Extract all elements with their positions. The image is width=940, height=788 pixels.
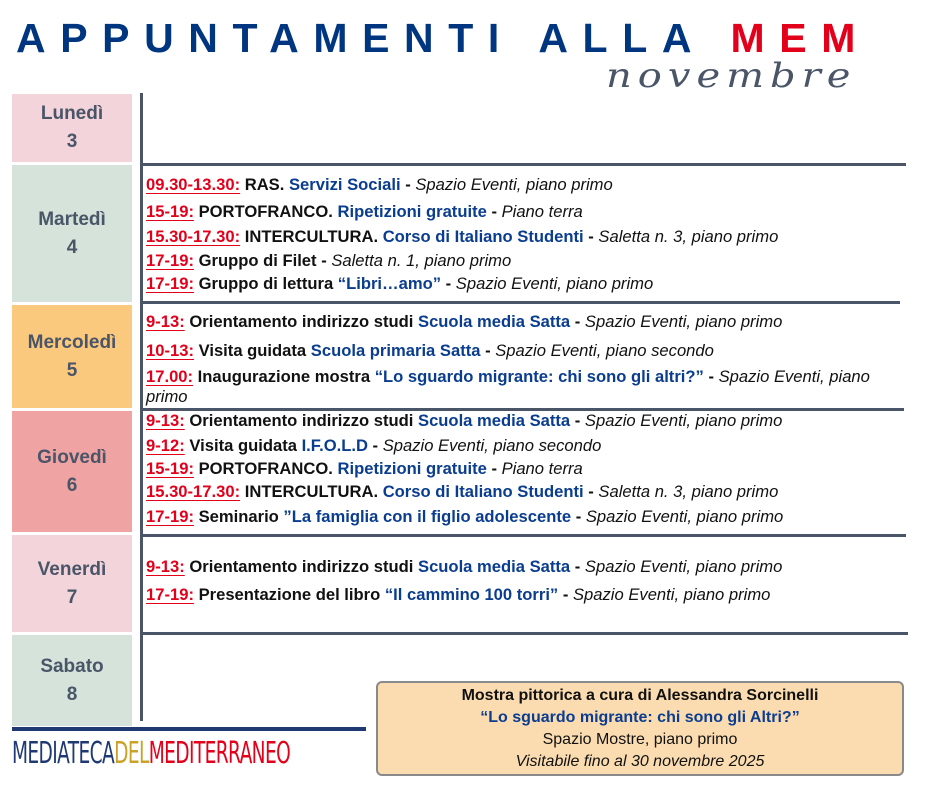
day-number: 8 xyxy=(66,683,78,705)
logo-part-mediateca: MEDIATECA xyxy=(12,736,115,771)
event-separator: - xyxy=(441,274,456,293)
event-separator: - xyxy=(480,341,496,360)
event-highlight: Scuola media Satta xyxy=(418,557,571,576)
event-item xyxy=(146,409,906,433)
event-highlight: “Libri…amo” xyxy=(337,274,442,293)
event-highlight: Corso di Italiano Studenti xyxy=(382,227,584,246)
event-highlight: ”La famiglia con il figlio adolescente xyxy=(283,507,572,526)
vertical-divider xyxy=(140,93,143,721)
event-title: Orientamento indirizzo studi xyxy=(184,557,418,576)
event-separator: - xyxy=(703,367,719,386)
day-name: Martedì xyxy=(38,208,106,230)
event-item xyxy=(146,583,906,607)
event-highlight: Scuola primaria Satta xyxy=(310,341,481,360)
event-item xyxy=(146,505,906,529)
month-label: novembre xyxy=(606,56,857,96)
event-item xyxy=(146,200,906,224)
event-item xyxy=(146,457,906,481)
event-separator: - xyxy=(583,482,599,501)
event-time: 9-13: xyxy=(146,411,185,430)
day-cell-lunedi xyxy=(12,94,132,162)
event-separator: - xyxy=(367,436,383,455)
event-separator: - xyxy=(400,175,416,194)
event-title: PORTOFRANCO. xyxy=(193,202,338,221)
event-highlight: Servizi Sociali xyxy=(288,175,401,194)
row-divider xyxy=(142,534,906,537)
day-number: 5 xyxy=(66,359,78,381)
day-cell-sabato xyxy=(12,635,132,726)
exhibition-curator: Mostra pittorica a cura di Alessandra Sorcinelli xyxy=(461,687,819,704)
day-cell-venerdi xyxy=(12,535,132,632)
event-highlight: Corso di Italiano Studenti xyxy=(382,482,584,501)
day-number: 4 xyxy=(66,236,78,258)
event-item xyxy=(146,173,906,197)
event-title: Gruppo di lettura xyxy=(193,274,338,293)
event-time: 17-19: xyxy=(146,507,194,526)
event-separator: - xyxy=(486,202,502,221)
event-highlight: Scuola media Satta xyxy=(418,411,571,430)
day-name: Lunedì xyxy=(40,103,104,124)
event-time: 17-19: xyxy=(146,274,194,293)
day-number: 3 xyxy=(66,131,78,152)
event-separator: - xyxy=(316,251,332,270)
title-accent: MEM xyxy=(730,15,870,61)
event-title: INTERCULTURA. xyxy=(240,227,383,246)
event-location: Spazio Eventi, piano primo xyxy=(415,175,613,194)
event-time: 15-19: xyxy=(146,202,194,221)
event-highlight: I.F.O.L.D xyxy=(301,436,368,455)
logo-part-del: DEL xyxy=(114,736,149,771)
event-location: Piano terra xyxy=(501,202,583,221)
event-time: 9-13: xyxy=(146,312,185,331)
logo-part-mediterraneo: MEDITERRANEO xyxy=(148,736,291,771)
event-location: Saletta n. 1, piano primo xyxy=(331,251,512,270)
event-item xyxy=(146,434,906,458)
event-location: Spazio Eventi, piano primo xyxy=(584,312,783,331)
event-item xyxy=(146,367,906,407)
event-location: Saletta n. 3, piano primo xyxy=(598,227,779,246)
event-location: Spazio Eventi, piano primo xyxy=(584,411,783,430)
event-time: 9-12: xyxy=(146,436,185,455)
exhibition-dates: Visitabile fino al 30 novembre 2025 xyxy=(515,753,765,770)
event-title: Orientamento indirizzo studi xyxy=(184,411,418,430)
event-time: 15.30-17.30: xyxy=(146,227,241,246)
event-separator: - xyxy=(486,459,502,478)
day-name: Mercoledì xyxy=(27,331,117,353)
event-time: 17-19: xyxy=(146,251,194,270)
event-location: Saletta n. 3, piano primo xyxy=(598,482,779,501)
event-title: PORTOFRANCO. xyxy=(193,459,338,478)
event-time: 9-13: xyxy=(146,557,185,576)
event-item xyxy=(146,225,906,249)
event-title: Visita guidata xyxy=(184,436,302,455)
event-item xyxy=(146,272,906,296)
day-number: 7 xyxy=(66,586,78,608)
event-title: Gruppo di Filet xyxy=(193,251,317,270)
event-separator: - xyxy=(570,411,585,430)
event-highlight: Ripetizioni gratuite xyxy=(337,459,487,478)
event-title: Inaugurazione mostra xyxy=(193,367,375,386)
event-location: Spazio Eventi, piano primo xyxy=(585,507,784,526)
event-title: Presentazione del libro xyxy=(193,585,385,604)
exhibition-box xyxy=(376,681,904,776)
event-location: Spazio Eventi, piano secondo xyxy=(382,436,602,455)
event-title: RAS. xyxy=(240,175,289,194)
event-time: 15-19: xyxy=(146,459,194,478)
event-highlight: Ripetizioni gratuite xyxy=(337,202,487,221)
day-name: Sabato xyxy=(40,655,104,677)
day-cell-giovedi xyxy=(12,411,132,532)
day-number: 6 xyxy=(66,474,78,496)
event-separator: - xyxy=(570,312,585,331)
event-title: Orientamento indirizzo studi xyxy=(184,312,418,331)
title-text: APPUNTAMENTI ALLA xyxy=(16,15,731,61)
event-time: 15.30-17.30: xyxy=(146,482,241,501)
event-highlight: “Lo sguardo migrante: chi sono gli altri?” xyxy=(374,367,704,386)
event-item xyxy=(146,249,906,273)
exhibition-title: “Lo sguardo migrante: chi sono gli Altri?” xyxy=(480,709,800,726)
event-item xyxy=(146,555,906,579)
event-item xyxy=(146,310,906,334)
event-separator: - xyxy=(570,557,585,576)
event-title: INTERCULTURA. xyxy=(240,482,383,501)
event-item xyxy=(146,480,906,504)
day-name: Giovedì xyxy=(37,446,107,468)
event-location: Spazio Eventi, piano primo xyxy=(572,585,771,604)
exhibition-location: Spazio Mostre, piano primo xyxy=(542,731,738,748)
row-divider xyxy=(142,632,908,635)
day-cell-martedi xyxy=(12,165,132,302)
logo-divider xyxy=(12,727,366,731)
mediateca-logo xyxy=(12,736,290,772)
event-location: Spazio Eventi, piano primo xyxy=(146,367,870,406)
event-highlight: “Il cammino 100 torri” xyxy=(384,585,559,604)
event-item xyxy=(146,339,906,363)
event-time: 10-13: xyxy=(146,341,194,360)
event-location: Spazio Eventi, piano primo xyxy=(584,557,783,576)
event-location: Piano terra xyxy=(501,459,583,478)
event-time: 09.30-13.30: xyxy=(146,175,241,194)
event-separator: - xyxy=(558,585,573,604)
event-location: Spazio Eventi, piano secondo xyxy=(495,341,714,360)
event-time: 17-19: xyxy=(146,585,194,604)
day-cell-mercoledi xyxy=(12,305,132,408)
event-location: Spazio Eventi, piano primo xyxy=(455,274,654,293)
event-separator: - xyxy=(583,227,599,246)
day-name: Venerdì xyxy=(37,558,107,580)
row-divider xyxy=(142,408,904,411)
event-title: Seminario xyxy=(193,507,284,526)
event-title: Visita guidata xyxy=(193,341,311,360)
row-divider xyxy=(142,163,906,166)
row-divider xyxy=(142,301,900,304)
event-separator: - xyxy=(571,507,586,526)
event-highlight: Scuola media Satta xyxy=(418,312,571,331)
event-time: 17.00: xyxy=(146,367,194,386)
